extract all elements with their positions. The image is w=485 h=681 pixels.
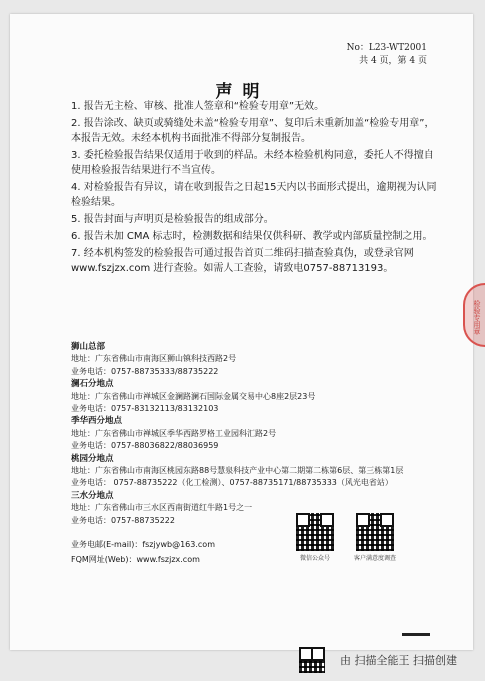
- location-block: [71, 490, 451, 527]
- location-name: 狮山总部: [71, 342, 106, 352]
- location-phone: 业务电话：0757-88735333/88735222: [71, 366, 219, 376]
- scanner-qr-icon: [299, 647, 325, 673]
- survey-qr-icon: [356, 513, 394, 551]
- statement-list: [71, 99, 443, 278]
- location-name: 澜石分地点: [71, 379, 114, 390]
- location-block: [71, 378, 451, 415]
- contact-footer: [71, 537, 215, 567]
- location-block: [71, 341, 451, 378]
- contact-email: 业务电邮(E-mail)：fszjywb@163.com: [71, 540, 215, 549]
- statement-item: 6. 报告未加 CMA 标志时，检测数据和结果仅供科研、教学或内部质量控制之用。: [71, 231, 433, 242]
- report-number-block: [347, 42, 427, 68]
- location-name: 三水分地点: [71, 490, 114, 501]
- qr-caption-survey: 客户满意度调查: [353, 555, 396, 562]
- page-count: 共 4 页，第 4 页: [359, 56, 427, 66]
- location-address: 地址：广东省佛山市南海区狮山镇科技西路2号: [71, 354, 237, 364]
- seal-stamp-text: 检验专用章: [473, 300, 481, 335]
- report-number: No：L23-WT2001: [346, 43, 427, 53]
- location-name: 桃园分地点: [71, 453, 114, 464]
- contact-website: FQM网址(Web)：www.fszjzx.com: [71, 555, 200, 564]
- locations-list: [71, 341, 451, 527]
- edge-mark: [402, 633, 430, 636]
- wechat-qr-icon: [296, 513, 334, 551]
- location-address: 地址：广东省佛山市禅城区金澜路澜石国际金属交易中心8座2层23号: [71, 391, 316, 401]
- qr-caption-wechat: 微信公众号: [299, 555, 330, 562]
- location-address: 地址：广东省佛山市三水区西南街道红牛路1号之一: [71, 503, 253, 513]
- location-block: [71, 453, 451, 490]
- statement-item: 5. 报告封面与声明页是检验报告的组成部分。: [71, 214, 274, 225]
- location-name: 季华西分地点: [71, 416, 123, 427]
- location-phone: 业务电话：0757-83132113/83132103: [71, 404, 219, 414]
- statement-item: 1. 报告无主检、审核、批准人签章和“检验专用章”无效。: [71, 101, 325, 112]
- page-title: 声明: [215, 82, 270, 102]
- scanner-watermark: 由 扫描全能王 扫描创建: [340, 654, 457, 667]
- location-block: [71, 415, 451, 452]
- location-address: 地址：广东省佛山市南海区桃园东路88号慧泉科技产业中心第二期第二栋第6层、第三栋第1层: [71, 466, 404, 476]
- location-phone: 业务电话： 0757-88735222（化工检测）、0757-88735171/88735333（风光电省站）: [71, 478, 393, 488]
- statement-item: 7. 经本机构签发的检验报告可通过报告首页二维码扫描查验真伪，或登录官网 www.fszjzx.com 进行查验。如需人工查验，请致电0757-88713193。: [71, 248, 414, 274]
- statement-item: 3. 委托检验报告结果仅适用于收到的样品。未经本检验机构同意，委托人不得擅自使用检验报告结果进行不当宣传。: [71, 150, 434, 176]
- location-phone: 业务电话：0757-88036822/88036959: [71, 441, 219, 451]
- statement-item: 4. 对检验报告有异议，请在收到报告之日起15天内以书面形式提出，逾期视为认同检验结果。: [71, 182, 437, 208]
- location-phone: 业务电话：0757-88735222: [71, 515, 175, 525]
- statement-item: 2. 报告涂改、缺页或骑缝处未盖“检验专用章”、复印后未重新加盖“检验专用章”，本报告无效。未经本机构书面批准不得部分复制报告。: [71, 118, 435, 144]
- location-address: 地址：广东省佛山市禅城区季华西路罗格工业园科汇路2号: [71, 428, 277, 438]
